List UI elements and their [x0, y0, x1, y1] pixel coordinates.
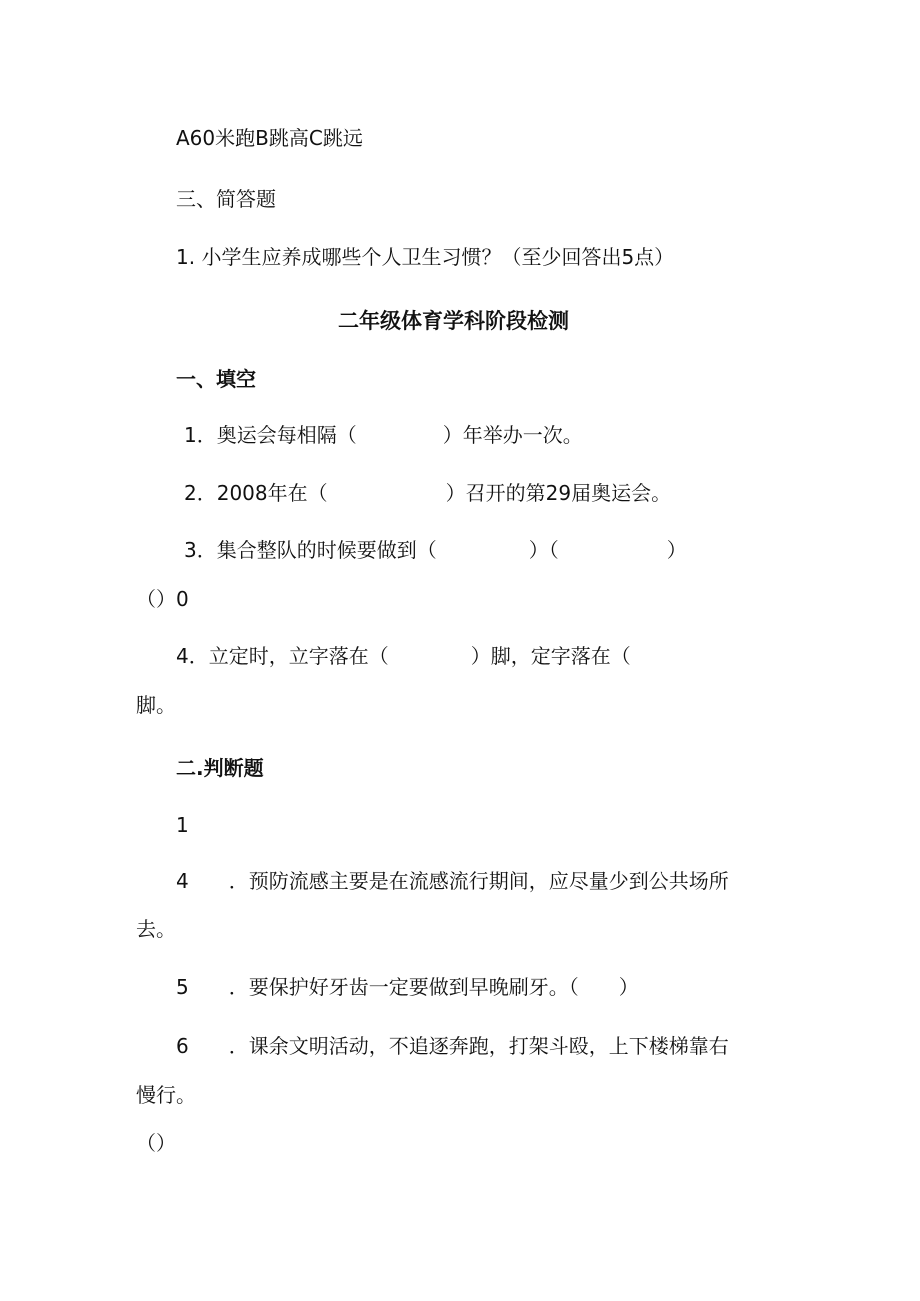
question-text: ．课余文明活动，不追逐奔跑，打架斗殴，上下楼梯靠右: [228, 1034, 729, 1058]
judge-question-5: [176, 974, 639, 1000]
question-text: ．立定时，立字落在（: [188, 644, 389, 668]
fill-question-4-cont: 脚。: [136, 693, 176, 717]
judge-question-4: [176, 868, 729, 894]
question-number: 4: [176, 869, 189, 893]
question-text: ．要保护好牙齿一定要做到早晚刷牙。（ ）: [228, 975, 639, 999]
question-number: 4: [176, 644, 189, 668]
judge-question-6: [176, 1033, 729, 1059]
question-text: ）脚，定字落在（: [470, 644, 631, 668]
question-text: ．预防流感主要是在流感流行期间，应尽量少到公共场所: [228, 869, 729, 893]
section1-heading: 一、填空: [176, 367, 256, 391]
question-3-1: 1. 小学生应养成哪些个人卫生习惯？（至少回答出5点）: [176, 245, 675, 269]
fill-question-2: [184, 480, 671, 506]
judge-question-1-number: 1: [176, 813, 189, 837]
judge-question-6-cont: 慢行。: [136, 1083, 196, 1107]
section2-heading: 二.判断题: [176, 756, 264, 780]
question-number: 1: [184, 423, 197, 447]
page-title: 二年级体育学科阶段检测: [338, 309, 569, 333]
question-text: ．2008年在（: [196, 481, 328, 505]
fill-question-3: [184, 537, 687, 563]
section3-heading: 三、简答题: [176, 187, 276, 211]
judge-question-4-cont: 去。: [136, 917, 176, 941]
question-text: ．奥运会每相隔（: [196, 423, 357, 447]
question-text: ）召开的第29届奥运会。: [445, 481, 672, 505]
choice-options: A60米跑B跳高C跳远: [176, 126, 363, 150]
question-text: ）: [666, 538, 687, 562]
question-text: ）年举办一次。: [442, 423, 583, 447]
judge-question-6-paren: （）: [136, 1131, 176, 1155]
question-text: ）（: [528, 538, 559, 562]
question-text: ．集合整队的时候要做到（: [196, 538, 437, 562]
question-number: 2: [184, 481, 197, 505]
fill-question-3-cont: （）0: [136, 587, 189, 611]
fill-question-4: [176, 643, 631, 669]
fill-question-1: [184, 422, 583, 448]
question-number: 6: [176, 1034, 189, 1058]
question-number: 5: [176, 975, 189, 999]
question-number: 3: [184, 538, 197, 562]
